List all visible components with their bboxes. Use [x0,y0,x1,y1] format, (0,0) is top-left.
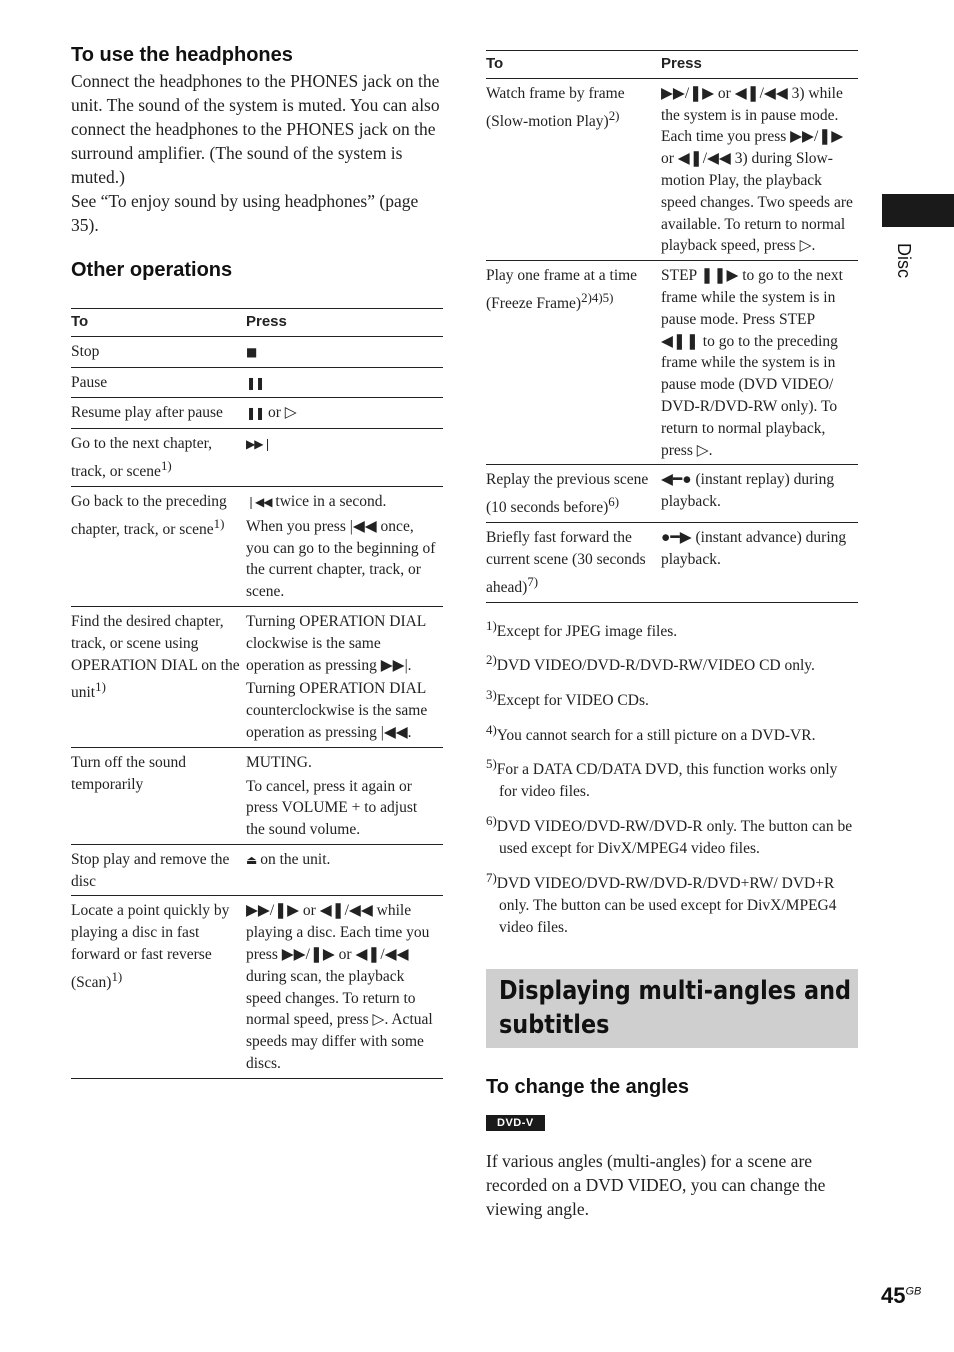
pause-icon: ❚❚ [246,375,265,390]
row-to: Briefly fast forward the current scene (30 seconds ahead)$^{7)}$ [486,523,661,603]
change-angles-heading: To change the angles [486,1075,689,1098]
table-row [71,429,443,487]
playback-table [486,50,858,603]
pause-icon: ❚❚ [246,406,265,421]
row-to: Go back to the preceding chapter, track, or scene$^{1)}$ [71,486,246,606]
headphones-heading: To use the headphones [71,44,293,66]
table-row [71,896,443,1078]
row-to: Stop [71,336,246,367]
row-press [246,429,443,487]
section-title: Displaying multi-angles and subtitles [499,975,852,1040]
row-to: Pause [71,367,246,398]
footnote: $^{3)}$Except for VIDEO CDs. [486,686,649,710]
right-column [486,50,858,1221]
row-press: ▶▶/❚▶ or ◀❚/◀◀ while playing a disc. Each time you press ▶▶/❚▶ or ◀❚/◀◀ during scan, the playback speed changes. To return to normal speed, press ▷. Actual speeds may differ with some discs. [246,896,443,1078]
row-press [246,336,443,367]
row-to: Watch frame by frame (Slow-motion Play)$^{2)}$ [486,78,661,260]
row-press [246,367,443,398]
table-row [486,261,858,465]
dvd-v-badge: DVD-V [486,1115,545,1131]
table-row [71,367,443,398]
row-press: STEP ❚❚▶ to go to the next frame while the system is in pause mode. Press STEP ◀❚❚ to go to the preceding frame while the system is in pause mode (DVD VIDEO/ DVD-R/DVD-RW only). To return to normal playback, press ▷. [661,261,858,465]
row-to: Replay the previous scene (10 seconds before)$^{6)}$ [486,465,661,523]
row-press: ▶▶/❚▶ or ◀❚/◀◀ 3) while the system is in pause mode. Each time you press ▶▶/❚▶ or ◀❚/◀◀ 3) during Slow-motion Play, the playback speed changes. Two speeds are available. To return to normal playback speed, press ▷. [661,78,858,260]
table-row [486,523,858,603]
previous-icon: ❘◀◀ [246,494,272,509]
row-to: Resume play after pause [71,398,246,429]
col-to-header: To [486,51,661,79]
table-row [486,465,858,523]
footnote: $^{4)}$You cannot search for a still picture on a DVD-VR. [486,721,816,744]
headphones-text: Connect the headphones to the PHONES jack on the unit. The sound of the system is muted. You can also connect the headphones to the PHONES jack on the surround amplifier. (The sound of the system is muted.) [71,71,440,187]
row-press: MUTING. To cancel, press it again or press VOLUME + to adjust the sound volume. [246,747,443,844]
angles-text: If various angles (multi-angles) for a scene are recorded on a DVD VIDEO, you can change the viewing angle. [486,1150,826,1219]
col-press-header: Press [246,309,443,337]
row-press: ❚❚ or ▷ [246,398,443,429]
row-to: Go to the next chapter, track, or scene$^{1)}$ [71,429,246,487]
side-tab [882,194,954,227]
table-row [486,78,858,260]
row-press: ❘◀◀ twice in a second. When you press |◀◀ once, you can go to the beginning of the current chapter, track, or scene. [246,486,443,606]
row-press: Turning OPERATION DIAL clockwise is the same operation as pressing ▶▶|. Turning OPERATION DIAL counterclockwise is the same operation as pressing |◀◀. [246,606,443,747]
left-column [71,44,443,1079]
eject-icon: ⏏ [246,852,257,867]
footnotes [486,615,858,939]
footnote: $^{2)}$DVD VIDEO/DVD-R/DVD-RW/VIDEO CD only. [486,652,815,675]
table-row [71,398,443,429]
row-press: ⏏ on the unit. [246,844,443,896]
row-to: Stop play and remove the disc [71,844,246,896]
footnote: $^{6)}$DVD VIDEO/DVD-RW/DVD-R only. The button can be used except for DivX/MPEG4 video files. [486,812,853,858]
operations-table [71,308,443,1079]
row-to: Find the desired chapter, track, or scene using OPERATION DIAL on the unit$^{1)}$ [71,606,246,747]
col-to-header: To [71,309,246,337]
side-tab-label: Disc [894,243,914,278]
row-to: Play one frame at a time (Freeze Frame)$^{2)4)5)}$ [486,261,661,465]
table-row [71,486,443,606]
table-row [71,606,443,747]
row-to: Turn off the sound temporarily [71,747,246,844]
row-press: ◀━● (instant replay) during playback. [661,465,858,523]
col-press-header: Press [661,51,858,79]
page-number: $45^{GB}$ [881,1283,922,1308]
headphones-see: See “To enjoy sound by using headphones” (page 35). [71,191,419,235]
row-press: ●━▶ (instant advance) during playback. [661,523,858,603]
table-row [71,336,443,367]
next-icon: ▶▶❘ [246,437,272,452]
section-banner [486,969,858,1048]
stop-icon: ■ [246,344,257,359]
table-row [71,844,443,896]
footnote: $^{5)}$For a DATA CD/DATA DVD, this function works only for video files. [486,756,838,801]
other-operations-heading: Other operations [71,259,233,281]
row-to: Locate a point quickly by playing a disc in fast forward or fast reverse (Scan)$^{1)}$ [71,896,246,1078]
footnote: $^{7)}$DVD VIDEO/DVD-RW/DVD-R/DVD+RW/ DVD+R only. The button can be used except for DivX/MPEG4 video files. [486,869,837,936]
footnote: $^{1)}$Except for JPEG image files. [486,617,678,640]
table-row [71,747,443,844]
